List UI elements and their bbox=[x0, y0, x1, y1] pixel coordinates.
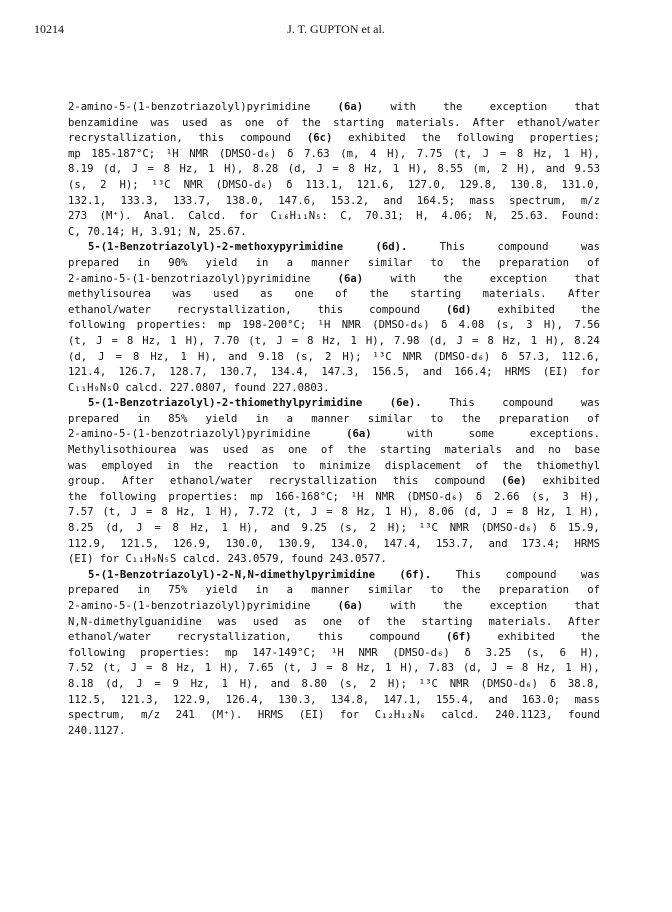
text-line: N,N-dimethylguanidine was used as one of the starting materials. After bbox=[68, 615, 600, 628]
text-line: 112.9, 121.5, 126.9, 130.0, 130.9, 134.0, 147.4, 153.7, and 173.4; HRMS bbox=[68, 537, 600, 550]
text-line: 2-amino-5-(1-benzotriazolyl)pyrimidine (6a) with some exceptions. bbox=[68, 428, 600, 441]
paragraph bbox=[68, 240, 600, 396]
text-line: was employed in the reaction to minimize displacement of the thiomethyl bbox=[68, 459, 600, 472]
text-line: 5-(1-Benzotriazolyl)-2-N,N-dimethylpyrimidine (6f). This compound was bbox=[88, 568, 600, 581]
text-line: 2-amino-5-(1-benzotriazolyl)pyrimidine (6a) with the exception that bbox=[68, 600, 600, 612]
text-line: 5-(1-Benzotriazolyl)-2-thiomethylpyrimidine (6e). This compound was bbox=[88, 397, 600, 410]
text-line: following properties: mp 147-149°C; ¹H NMR (DMSO-d₆) δ 3.25 (s, 6 H), bbox=[68, 646, 600, 659]
text-line: group. After ethanol/water recrystallization this compound (6e) exhibited bbox=[68, 475, 600, 488]
text-line: 8.25 (d, J = 8 Hz, 1 H), and 9.25 (s, 2 H); ¹³C NMR (DMSO-d₆) δ 15.9, bbox=[68, 522, 600, 535]
text-line: (d, J = 8 Hz, 1 H), and 9.18 (s, 2 H); ¹³C NMR (DMSO-d₆) δ 57.3, 112.6, bbox=[68, 350, 600, 363]
text-line: 112.5, 121.3, 122.9, 126.4, 130.3, 134.8, 147.1, 155.4, and 163.0; mass bbox=[68, 693, 600, 706]
text-line: Methylisothiourea was used as one of the starting materials and no base bbox=[68, 444, 600, 457]
text-line: prepared in 85% yield in a manner similar to the preparation of bbox=[68, 412, 600, 425]
text-line: 273 (M⁺). Anal. Calcd. for C₁₆H₁₁N₅: C, 70.31; H, 4.06; N, 25.63. Found: bbox=[68, 210, 600, 223]
paragraph bbox=[68, 396, 600, 568]
text-line: 121.4, 126.7, 128.7, 130.7, 134.4, 147.3, 156.5, and 166.4; HRMS (EI) for bbox=[68, 366, 600, 379]
running-head: J. T. GUPTON et al. bbox=[287, 22, 385, 36]
text-line: spectrum, m/z 241 (M⁺). HRMS (EI) for C₁₂H₁₂N₆ calcd. 240.1123, found bbox=[68, 709, 600, 722]
text-line: recrystallization, this compound (6c) exhibited the following properties; bbox=[68, 132, 600, 145]
text-line: 8.18 (d, J = 9 Hz, 1 H), and 8.80 (s, 2 H); ¹³C NMR (DMSO-d₆) δ 38.8, bbox=[68, 677, 600, 690]
text-line: prepared in 90% yield in a manner similar to the preparation of bbox=[68, 256, 600, 269]
text-line: (EI) for C₁₁H₉N₅S calcd. 243.0579, found 243.0577. bbox=[68, 553, 387, 566]
experimental-section bbox=[68, 100, 600, 739]
text-line: ethanol/water recrystallization, this compound (6f) exhibited the bbox=[68, 631, 600, 644]
text-line: 8.19 (d, J = 8 Hz, 1 H), 8.28 (d, J = 8 Hz, 1 H), 8.55 (m, 2 H), and 9.53 bbox=[68, 163, 600, 176]
text-line: mp 185-187°C; ¹H NMR (DMSO-d₆) δ 7.63 (m, 4 H), 7.75 (t, J = 8 Hz, 1 H), bbox=[68, 147, 600, 160]
text-line: ethanol/water recrystallization, this compound (6d) exhibited the bbox=[68, 303, 600, 316]
text-line: 7.57 (t, J = 8 Hz, 1 H), 7.72 (t, J = 8 Hz, 1 H), 8.06 (d, J = 8 Hz, 1 H), bbox=[68, 506, 600, 519]
text-line: (s, 2 H); ¹³C NMR (DMSO-d₆) δ 113.1, 121.6, 127.0, 129.8, 130.8, 131.0, bbox=[68, 178, 600, 191]
text-line: 7.52 (t, J = 8 Hz, 1 H), 7.65 (t, J = 8 Hz, 1 H), 7.83 (d, J = 8 Hz, 1 H), bbox=[68, 662, 600, 675]
text-line: (t, J = 8 Hz, 1 H), 7.70 (t, J = 8 Hz, 1 H), 7.98 (d, J = 8 Hz, 1 H), 8.24 bbox=[68, 334, 600, 347]
text-line: 132.1, 133.3, 133.7, 138.0, 147.6, 153.2, and 164.5; mass spectrum, m/z bbox=[68, 194, 600, 207]
text-line: 2-amino-5-(1-benzotriazolyl)pyrimidine (6a) with the exception that bbox=[68, 272, 600, 285]
text-line: 240.1127. bbox=[68, 724, 126, 737]
text-line: following properties: mp 198-200°C; ¹H NMR (DMSO-d₆) δ 4.08 (s, 3 H), 7.56 bbox=[68, 319, 600, 332]
text-line: the following properties: mp 166-168°C; ¹H NMR (DMSO-d₆) δ 2.66 (s, 3 H), bbox=[68, 490, 600, 503]
text-line: 2-amino-5-(1-benzotriazolyl)pyrimidine (6a) with the exception that bbox=[68, 101, 600, 113]
text-line: prepared in 75% yield in a manner similar to the preparation of bbox=[68, 584, 600, 597]
text-line: 5-(1-Benzotriazolyl)-2-methoxypyrimidine (6d). This compound was bbox=[88, 241, 600, 254]
page-number: 10214 bbox=[34, 22, 64, 36]
paragraph bbox=[68, 568, 600, 740]
text-line: C₁₁H₉N₅O calcd. 227.0807, found 227.0803. bbox=[68, 381, 330, 394]
text-line: methylisourea was used as one of the starting materials. After bbox=[68, 288, 600, 301]
paragraph bbox=[68, 100, 600, 240]
text-line: C, 70.14; H, 3.91; N, 25.67. bbox=[68, 225, 247, 238]
text-line: benzamidine was used as one of the starting materials. After ethanol/water bbox=[68, 116, 600, 129]
